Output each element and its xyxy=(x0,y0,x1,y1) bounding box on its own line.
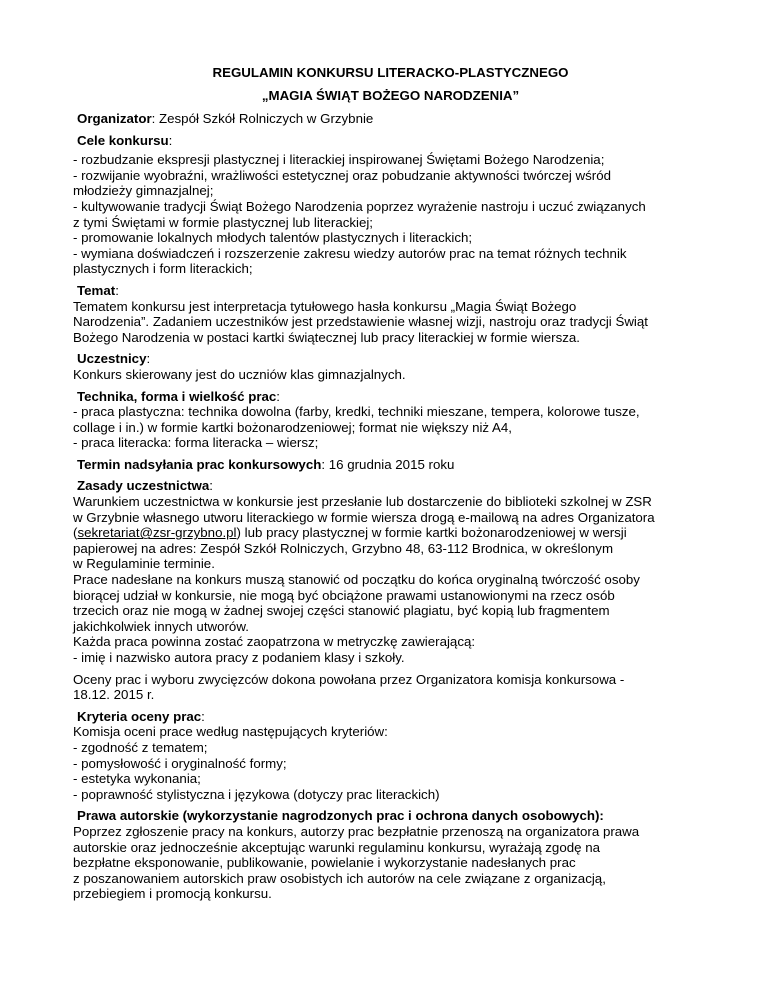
theme-label: Temat xyxy=(77,282,116,298)
participants-label: Uczestnicy xyxy=(77,351,147,367)
deadline-label: Termin nadsyłania prac konkursowych xyxy=(77,456,322,472)
rules-line xyxy=(73,525,708,541)
technique-label: Technika, forma i wielkość prac xyxy=(77,388,277,404)
document-title: REGULAMIN KONKURSU LITERACKO-PLASTYCZNEGO xyxy=(212,65,569,80)
deadline-text: : 16 grudnia 2015 roku xyxy=(321,456,455,472)
section-participants xyxy=(73,351,708,382)
criteria-line: - poprawność stylistyczna i językowa (dotyczy prac literackich) xyxy=(73,786,440,802)
rules-line: Warunkiem uczestnictwa w konkursie jest przesłanie lub dostarczenie do biblioteki szkolnej w ZSR xyxy=(73,494,652,510)
copyright-line: z poszanowaniem autorskich praw osobistych ich autorów na cele związane z organizacją, xyxy=(73,870,606,886)
rules-line: - imię i nazwisko autora pracy z podaniem klasy i szkoły. xyxy=(73,650,405,665)
section-rules xyxy=(73,478,708,665)
goals-line: - wymiana doświadczeń i rozszerzenie zakresu wiedzy autorów prac na temat różnych technik xyxy=(73,245,627,261)
theme-heading xyxy=(73,283,708,299)
evaluation-line: Oceny prac i wyboru zwycięzców dokona powołana przez Organizatora komisja konkursowa - xyxy=(73,671,625,687)
section-criteria xyxy=(73,709,708,803)
criteria-label: Kryteria oceny prac xyxy=(77,708,202,724)
organizer-text: : Zespół Szkół Rolniczych w Grzybnie xyxy=(151,111,374,126)
deadline-line xyxy=(73,457,708,473)
organizer-email-link[interactable]: sekretariat@zsr-grzybno.pl xyxy=(77,525,237,541)
rules-paren-open: ( xyxy=(73,525,78,541)
organizer-label: Organizator xyxy=(77,111,152,126)
theme-line: Bożego Narodzenia w postaci kartki świątecznej lub pracy literackiej w formie wiersza. xyxy=(73,329,580,345)
copyright-heading xyxy=(73,808,708,824)
regulations-document xyxy=(73,65,708,902)
section-goals xyxy=(73,133,708,277)
criteria-colon: : xyxy=(201,708,205,724)
goals-line: - rozwijanie wyobraźni, wrażliwości estetycznej oraz pobudzanie aktywności twórczej wśród xyxy=(73,167,611,183)
rules-line: papierowej na adres: Zespół Szkół Rolniczych, Grzybno 48, 63-112 Brodnica, w określonym xyxy=(73,540,614,556)
participants-heading xyxy=(73,351,708,367)
rules-heading xyxy=(73,478,708,494)
goals-heading xyxy=(73,133,708,149)
goals-line: - promowanie lokalnych młodych talentów plastycznych i literackich; xyxy=(73,230,473,246)
organizer-line xyxy=(73,111,708,127)
goals-line: z tymi Świętami w formie plastycznej lub literackiej; xyxy=(73,214,374,230)
theme-line: Tematem konkursu jest interpretacja tytułowego hasła konkursu „Magia Świąt Bożego xyxy=(73,298,577,314)
theme-colon: : xyxy=(115,282,119,298)
rules-line: Prace nadesłane na konkurs muszą stanowić od początku do końca oryginalną twórczość osoby xyxy=(73,572,640,588)
goals-label: Cele konkursu xyxy=(77,132,169,148)
section-theme xyxy=(73,283,708,345)
technique-heading xyxy=(73,389,708,405)
rules-label: Zasady uczestnictwa xyxy=(77,478,210,494)
evaluation-note xyxy=(73,672,708,703)
contest-name: „MAGIA ŚWIĄT BOŻEGO NARODZENIA” xyxy=(261,88,520,103)
criteria-line: - estetyka wykonania; xyxy=(73,771,201,787)
copyright-line: przebiegiem i promocją konkursu. xyxy=(73,886,272,902)
rules-line: w Grzybnie własnego utworu literackiego w formie wiersza drogą e-mailową na adres Organizatora xyxy=(73,509,655,525)
section-technique xyxy=(73,389,708,451)
goals-line: młodzieży gimnazjalnej; xyxy=(73,183,214,199)
technique-line: - praca literacka: forma literacka – wiersz; xyxy=(73,435,319,451)
participants-line: Konkurs skierowany jest do uczniów klas gimnazjalnych. xyxy=(73,366,406,382)
criteria-line: - pomysłowość i oryginalność formy; xyxy=(73,755,287,771)
evaluation-line: 18.12. 2015 r. xyxy=(73,687,155,703)
criteria-heading xyxy=(73,709,708,725)
rules-colon: : xyxy=(209,478,213,494)
rules-line: Każda praca powinna zostać zaopatrzona w metryczkę zawierającą: xyxy=(73,634,476,650)
goals-line: plastycznych i form literackich; xyxy=(73,261,253,277)
technique-line: collage i in.) w formie kartki bożonarodzeniowej; format nie większy niż A4, xyxy=(73,419,512,435)
theme-line: Narodzenia”. Zadaniem uczestników jest przedstawienie własnej wizji, nastroju oraz tradycji Świąt xyxy=(73,314,648,330)
criteria-line: - zgodność z tematem; xyxy=(73,739,208,755)
rules-line3-rest: ) lub pracy plastycznej w formie kartki bożonarodzeniowej w wersji xyxy=(236,525,627,541)
technique-colon: : xyxy=(276,388,280,404)
copyright-line: Poprzez zgłoszenie pracy na konkurs, autorzy prac bezpłatnie przenoszą na organizatora prawa xyxy=(73,823,640,839)
copyright-line: autorskie oraz jednocześnie akceptując warunki regulaminu konkursu, wyrażają zgodę na xyxy=(73,839,600,855)
criteria-line: Komisja oceni prace według następujących kryteriów: xyxy=(73,724,388,740)
goals-line: - kultywowanie tradycji Świąt Bożego Narodzenia poprzez wyrażenie nastroju i uczuć związanych xyxy=(73,198,646,214)
participants-colon: : xyxy=(146,351,151,367)
technique-line: - praca plastyczna: technika dowolna (farby, kredki, techniki mieszane, tempera, kolorowe tusze, xyxy=(73,404,640,420)
rules-line: jakichkolwiek innych utworów. xyxy=(73,618,249,634)
section-copyright xyxy=(73,808,708,902)
goals-body xyxy=(73,152,708,277)
copyright-label: Prawa autorskie (wykorzystanie nagrodzonych prac i ochrona danych osobowych): xyxy=(77,808,604,824)
rules-line: biorącej udział w konkursie, nie mogą być obciążone prawami ustanowionymi na rzecz osób xyxy=(73,587,615,603)
goals-colon: : xyxy=(168,132,173,148)
rules-line: w Regulaminie terminie. xyxy=(73,556,215,572)
copyright-line: bezpłatne eksponowanie, publikowanie, powielanie i wykorzystanie nadesłanych prac xyxy=(73,855,576,871)
goals-line: - rozbudzanie ekspresji plastycznej i literackiej inspirowanej Świętami Bożego Narodzenia; xyxy=(73,152,605,168)
rules-line: trzecich oraz nie mogą w żadnej swojej części stanowić plagiatu, być kopią lub fragmentem xyxy=(73,603,610,619)
